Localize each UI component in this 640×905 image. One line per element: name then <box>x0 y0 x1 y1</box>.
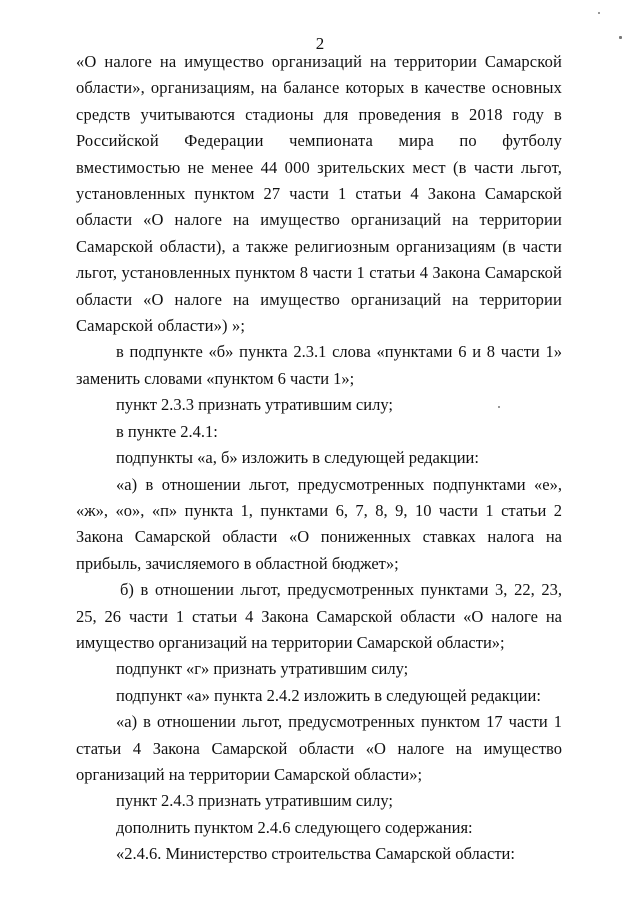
paragraph: подпункты «а, б» изложить в следующей редакции: <box>116 448 479 468</box>
paragraph: в пункте 2.4.1: <box>116 421 218 441</box>
paragraph: подпункт «г» признать утратившим силу; <box>116 659 409 679</box>
paragraph: в подпункте «б» пункта 2.3.1 слова «пунктами 6 и 8 части 1» заменить словами «пунктом 6 части 1»; <box>76 342 562 388</box>
document-body <box>76 49 562 868</box>
page-number: 2 <box>315 34 325 53</box>
paragraph-continuation: «О налоге на имущество организаций на территории Самарской области», организациям, на балансе которых в качестве основных средств учитываются стадионы для проведения в 2018 году в Российской Федерации чемпионата мира по футболу вместимостью не менее 44 000 зрительских мест (в части льгот, установленных пунктом 27 части 1 статьи 4 Закона Самарской области «О налоге на имущество организаций на территории Самарской области), а также религиозным организациям (в части льгот, установленных пунктом 8 части 1 статьи 4 Закона Самарской области «О налоге на имущество организаций на территории Самарской области») »; <box>76 52 562 336</box>
paragraph: подпункт «а» пункта 2.4.2 изложить в следующей редакции: <box>116 685 541 705</box>
paragraph: «а) в отношении льгот, предусмотренных подпунктами «е», «ж», «о», «п» пункта 1, пунктами 6, 7, 8, 9, 10 части 1 статьи 2 Закона Самарской области «О пониженных ставках налога на прибыль, зачисляемого в областной бюджет»; <box>76 474 562 573</box>
paragraph: дополнить пунктом 2.4.6 следующего содержания: <box>116 817 473 837</box>
paragraph: «2.4.6. Министерство строительства Самарской области: <box>116 844 515 864</box>
paragraph: б) в отношении льгот, предусмотренных пунктами 3, 22, 23, 25, 26 части 1 статьи 4 Закона Самарской области «О налоге на имущество организаций на территории Самарской области»; <box>76 580 562 652</box>
paragraph: пункт 2.4.3 признать утратившим силу; <box>116 791 393 811</box>
paragraph: «а) в отношении льгот, предусмотренных пунктом 17 части 1 статьи 4 Закона Самарской области «О налоге на имущество организаций на территории Самарской области»; <box>76 712 562 784</box>
scan-speck <box>598 12 600 14</box>
paragraph: пункт 2.3.3 признать утратившим силу; <box>116 395 393 415</box>
